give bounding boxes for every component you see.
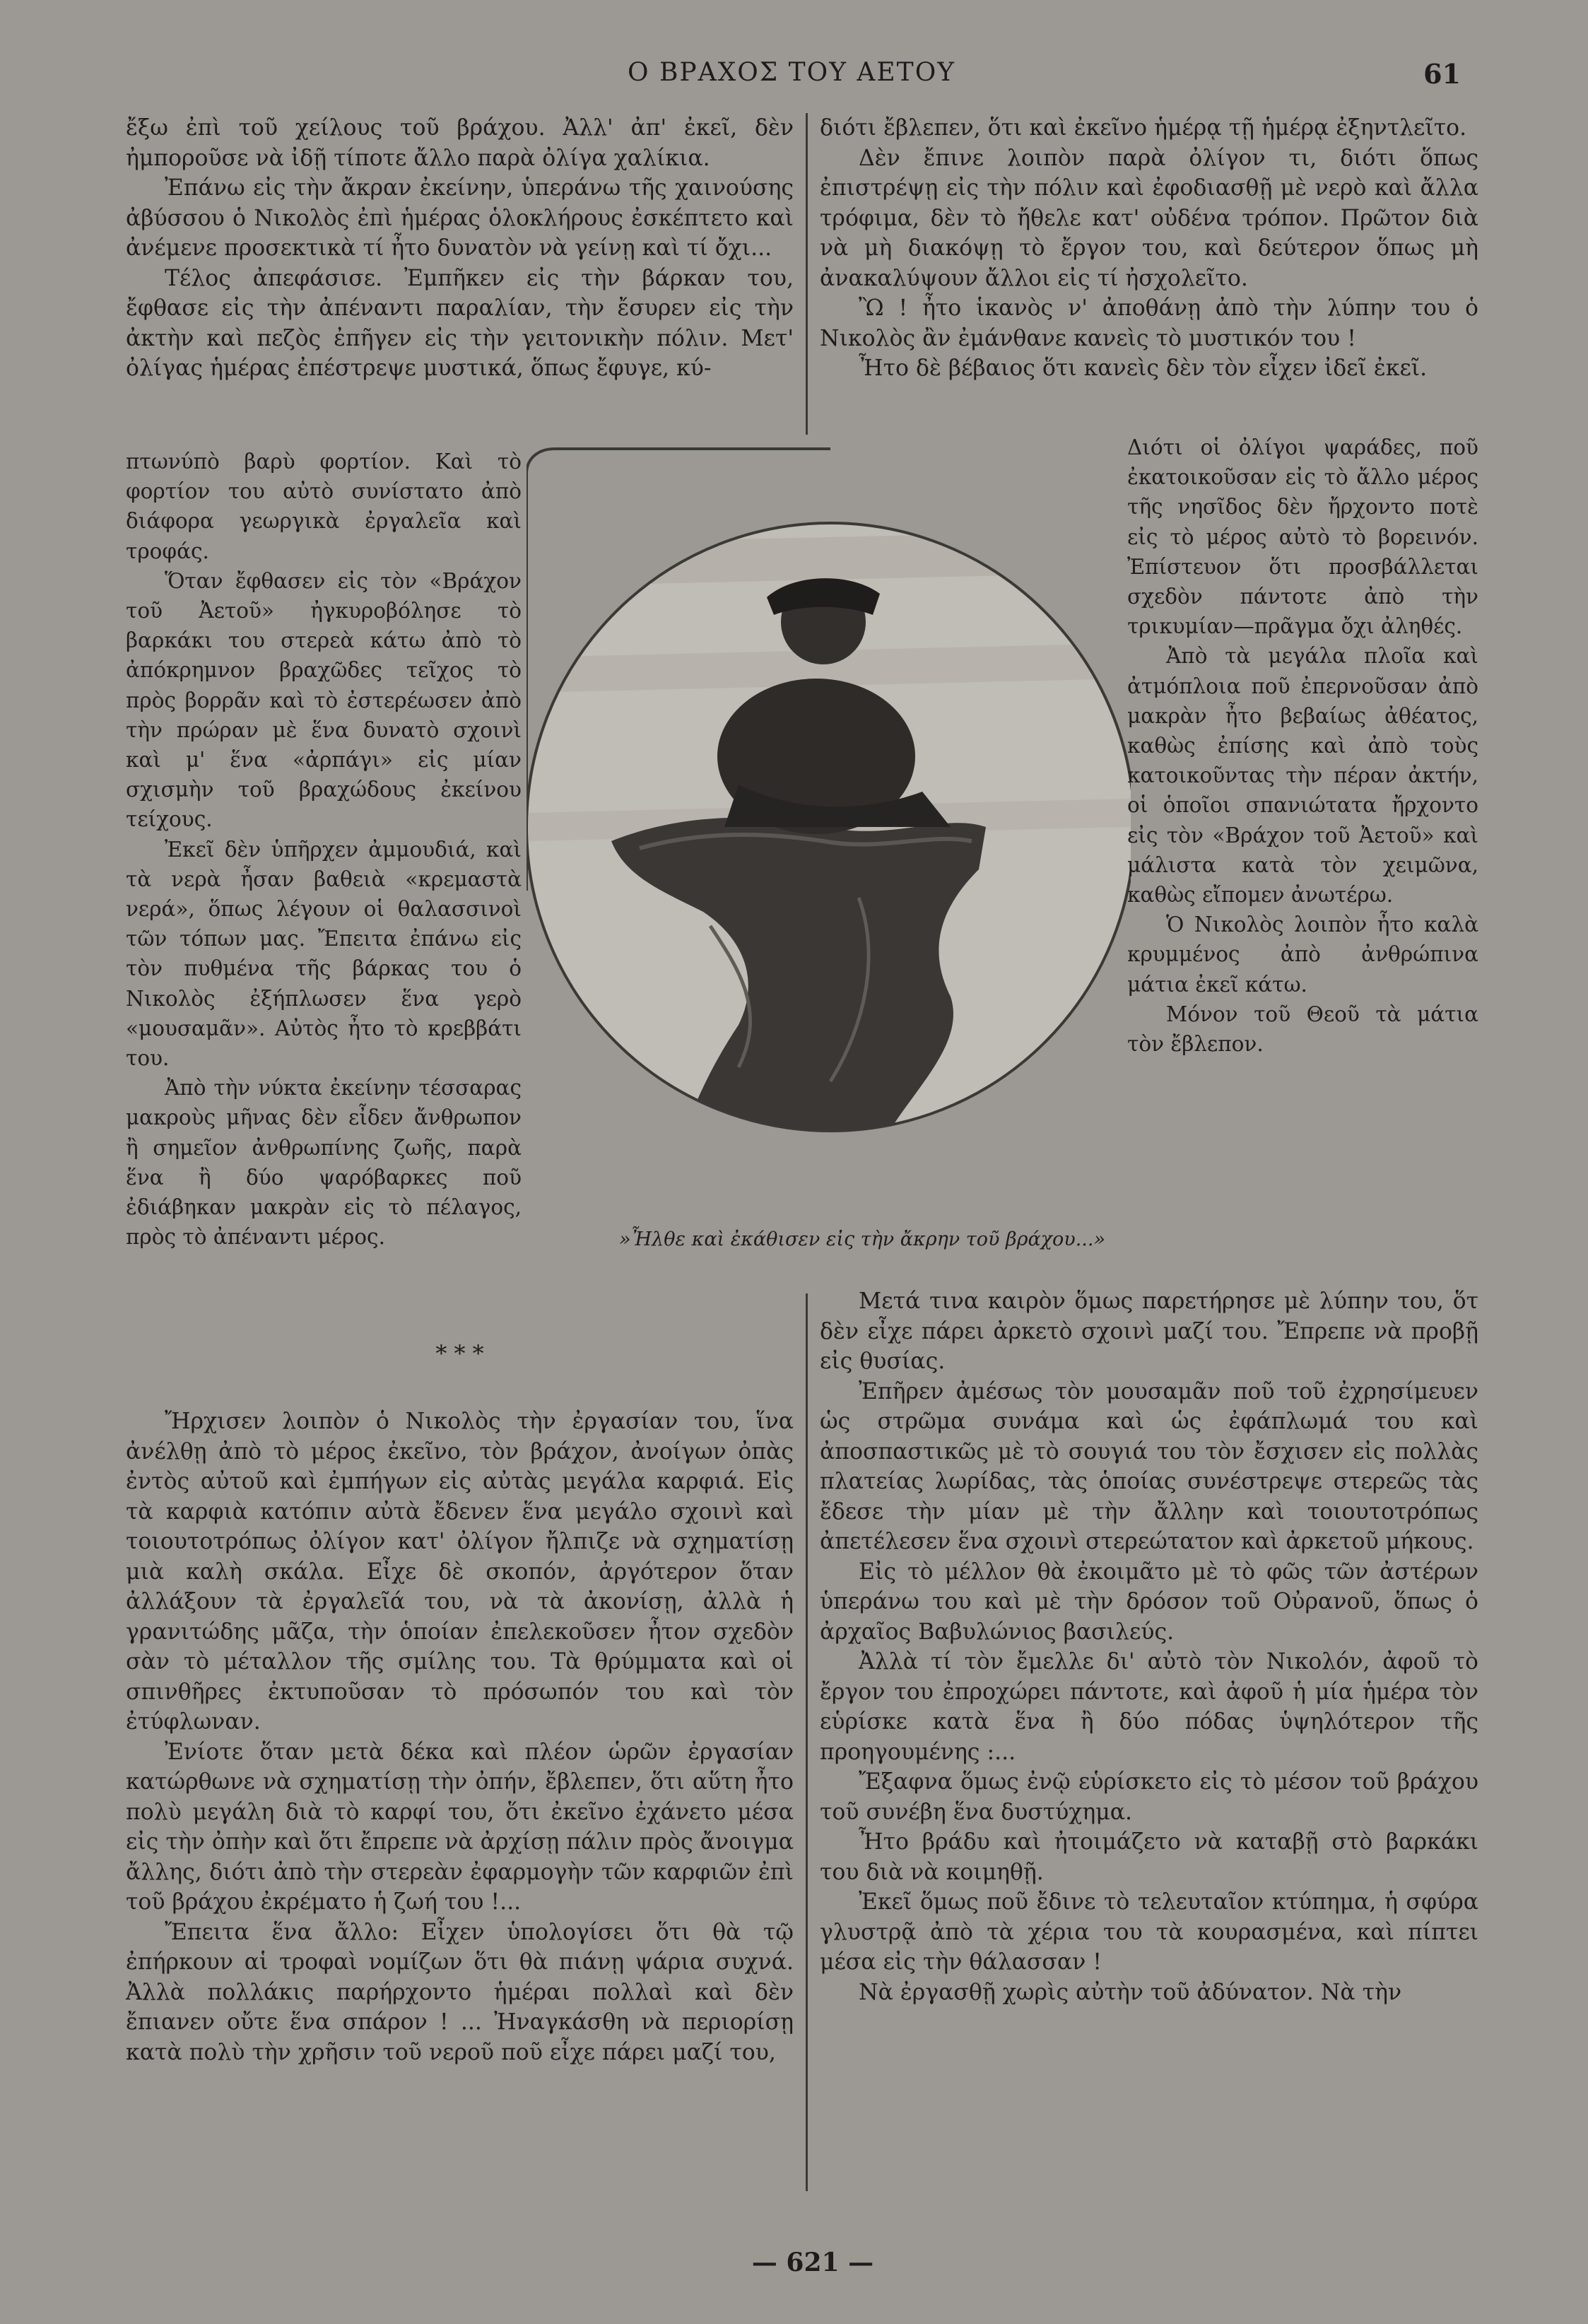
column-divider-bottom bbox=[806, 1293, 808, 2191]
running-head bbox=[0, 58, 1588, 100]
paragraph: Ἐπῆρεν ἀμέσως τὸν μουσαμᾶν ποῦ τοῦ ἐχρησίμευεν ὡς στρῶμα συνάμα καὶ ὡς ἐφάπλωμά του καὶ ἀποσπαστικῶς μὲ τὸ σουγιά του τὸν ἔσχισεν εἰς πολλὰς πλατείας λωρίδας, τὰς ὁποίας συνέστρεψε στερεῶς τὰς ἔδεσε τὴν μίαν μὲ τὴν ἄλλην καὶ τοιουτοτρόπως ἀπετέλεσεν ἕνα σχοινὶ στερεώτατον καὶ ἀρκετοῦ μήκους. bbox=[820, 1378, 1478, 1554]
paragraph: Ἦτο δὲ βέβαιος ὅτι κανεὶς δὲν τὸν εἶχεν ἰδεῖ ἐκεῖ. bbox=[859, 356, 1428, 381]
right-column-wrap bbox=[1127, 433, 1478, 1059]
illustration-caption: »Ἦλθε καὶ ἐκάθισεν εἰς τὴν ἄκρην τοῦ βράχου...» bbox=[619, 1228, 1105, 1250]
engraving-illustration bbox=[527, 445, 1131, 1191]
paragraph: Ἐπάνω εἰς τὴν ἄκραν ἐκείνην, ὑπεράνω τῆς χαινούσης ἀβύσσου ὁ Νικολὸς ἐπὶ ἡμέρας ὁλοκλήρους ἐσκέπτετο καὶ ἀνέμενε προσεκτικὰ τί ἦτο δυνατὸν νὰ γείνῃ καὶ τί ὄχι... bbox=[126, 175, 794, 261]
paragraph: Ὅταν ἔφθασεν εἰς τὸν «Βράχον τοῦ Ἀετοῦ» ἠγκυροβόλησε τὸ βαρκάκι του στερεὰ κάτω ἀπὸ τὸ ἀπόκρημνον βραχῶδες τεῖχος τὸ πρὸς βορρᾶν καὶ τὸ ἐστερέωσεν ἀπὸ τὴν πρώραν μὲ ἕνα δυνατὸ σχοινὶ καὶ μ' ἕνα «ἀρπάγι» εἰς μίαν σχισμὴν τοῦ βραχώδους ἐκείνου τείχους. bbox=[126, 568, 522, 832]
paragraph: Εἰς τὸ μέλλον θὰ ἐκοιμᾶτο μὲ τὸ φῶς τῶν ἀστέρων ὑπεράνω του καὶ μὲ τὴν δρόσον τοῦ Οὐρανοῦ, ὅπως ὁ ἀρχαῖος Βαβυλώνιος βασιλεύς. bbox=[820, 1559, 1478, 1645]
section-stars: * * * bbox=[435, 1340, 484, 1367]
paragraph: διότι ἔβλεπεν, ὅτι καὶ ἐκεῖνο ἡμέρᾳ τῇ ἡμέρᾳ ἐξηντλεῖτο. bbox=[820, 115, 1467, 141]
paragraph: Ἐκεῖ ὅμως ποῦ ἔδινε τὸ τελευταῖον κτύπημα, ἡ σφύρα γλυστρᾷ ἀπὸ τὰ χέρια του τὰ κουρασμένα, καὶ πίπτει μέσα εἰς τὴν θάλασσαν ! bbox=[820, 1889, 1478, 1975]
paragraph: Ἔπειτα ἕνα ἄλλο: Εἶχεν ὑπολογίσει ὅτι θὰ τῷ ἐπήρκουν αἱ τροφαὶ νομίζων ὅτι θὰ πιάνῃ ψάρια συχνά. Ἀλλὰ πολλάκις παρήρχοντο ἡμέραι πολλαὶ καὶ δὲν ἔπιανεν οὔτε ἕνα σπάρον ! ... Ἠναγκάσθη νὰ περιορίσῃ κατὰ πολὺ τὴν χρῆσιν τοῦ νεροῦ ποῦ εἶχε πάρει μαζί του, bbox=[126, 1919, 794, 2065]
paragraph: Ὢ ! ἦτο ἱκανὸς ν' ἀποθάνῃ ἀπὸ τὴν λύπην του ὁ Νικολὸς ἂν ἐμάνθανε κανεὶς τὸ μυστικόν του ! bbox=[820, 295, 1478, 351]
paragraph: Ἔξαφνα ὅμως ἐνῷ εὑρίσκετο εἰς τὸ μέσον τοῦ βράχου τοῦ συνέβη ἕνα δυστύχημα. bbox=[820, 1769, 1478, 1825]
paragraph: Ἦτο βράδυ καὶ ἠτοιμάζετο νὰ καταβῇ στὸ βαρκάκι του διὰ νὰ κοιμηθῇ. bbox=[820, 1829, 1478, 1885]
paragraph: Ἀπὸ τὴν νύκτα ἐκείνην τέσσαρας μακροὺς μῆνας δὲν εἶδεν ἄνθρωπον ἢ σημεῖον ἀνθρωπίνης ζωῆς, παρὰ ἕνα ἢ δύο ψαρόβαρκες ποῦ ἐδιάβηκαν μακρὰν εἰς τὸ πέλαγος, πρὸς τὸ ἀπέναντι μέρος. bbox=[126, 1076, 522, 1250]
right-column-top bbox=[820, 113, 1478, 384]
paragraph: Μετά τινα καιρὸν ὅμως παρετήρησε μὲ λύπην του, ὅτ δὲν εἶχε πάρει ἀρκετὸ σχοινὶ μαζί του. Ἔπρεπε νὰ προβῇ εἰς θυσίας. bbox=[820, 1289, 1478, 1374]
page-number: 61 bbox=[1423, 58, 1461, 90]
paragraph: πτωνύπὸ βαρὺ φορτίον. Καὶ τὸ φορτίον του αὐτὸ συνίστατο ἀπὸ διάφορα γεωργικὰ ἐργαλεῖα καὶ τροφάς. bbox=[126, 450, 522, 563]
running-title: Ο ΒΡΑΧΟΣ ΤΟΥ ΑΕΤΟΥ bbox=[628, 58, 955, 87]
paragraph: Μόνον τοῦ Θεοῦ τὰ μάτια τὸν ἔβλεπον. bbox=[1127, 1002, 1478, 1057]
paragraph: Δὲν ἔπινε λοιπὸν παρὰ ὀλίγον τι, διότι ὅπως ἐπιστρέψῃ εἰς τὴν πόλιν καὶ ἐφοδιασθῇ μὲ νερὸ καὶ ἄλλα τρόφιμα, δὲν τὸ ἤθελε κατ' οὐδένα τρόπον. Πρῶτον διὰ νὰ μὴ διακόψῃ τὸ ἔργον του, καὶ δεύτερον ὅπως μὴ ἀνακαλύψουν ἄλλοι εἰς τί ἠσχολεῖτο. bbox=[820, 145, 1478, 291]
paragraph: Ὁ Νικολὸς λοιπὸν ἦτο καλὰ κρυμμένος ἀπὸ ἀνθρώπινα μάτια ἐκεῖ κάτω. bbox=[1127, 912, 1478, 997]
footer-page-number: — 621 — bbox=[751, 2248, 874, 2277]
column-divider-top bbox=[806, 113, 808, 435]
paragraph: ἔξω ἐπὶ τοῦ χείλους τοῦ βράχου. Ἀλλ' ἀπ' ἐκεῖ, δὲν ἠμποροῦσε νὰ ἰδῇ τίποτε ἄλλο παρὰ ὀλίγα χαλίκια. bbox=[126, 115, 794, 171]
paragraph: Ἀλλὰ τί τὸν ἔμελλε δι' αὐτὸ τὸν Νικολόν, ἀφοῦ τὸ ἔργον του ἐπροχώρει πάντοτε, καὶ ἀφοῦ ἡ μία ἡμέρα τὸν εὑρίσκε κατὰ ἕνα ἢ δύο πόδας ὑψηλότερον τῆς προηγουμένης :... bbox=[820, 1649, 1478, 1765]
paragraph: Ἐκεῖ δὲν ὑπῆρχεν ἀμμουδιά, καὶ τὰ νερὰ ἦσαν βαθειὰ «κρεμαστὰ νερά», ὅπως λέγουν οἱ θαλασσινοὶ τῶν τόπων μας. Ἔπειτα ἐπάνω εἰς τὸν πυθμένα τῆς βάρκας του ὁ Νικολὸς ἐξήπλωσεν ἕνα γερὸ «μουσαμᾶν». Αὐτὸς ἦτο τὸ κρεββάτι του. bbox=[126, 837, 522, 1071]
paragraph: Ἐνίοτε ὅταν μετὰ δέκα καὶ πλέον ὡρῶν ἐργασίαν κατώρθωνε νὰ σχηματίσῃ τὴν ὀπήν, ἔβλεπεν, ὅτι αὕτη ἦτο πολὺ μεγάλη διὰ τὸ καρφί του, ὅτι ἐκεῖνο ἐχάνετο μέσα εἰς τὴν ὀπὴν καὶ ὅτι ἔπρεπε νὰ ἀρχίσῃ πάλιν πρὸς ἄνοιγμα ἄλλης, διότι ἀπὸ τὴν στερεὰν ἐφαρμογὴν τῶν καρφιῶν ἐπὶ τοῦ βράχου ἐκρέματο ἡ ζωή του !... bbox=[126, 1739, 794, 1915]
left-column-wrap bbox=[126, 447, 522, 1252]
paragraph: Ἤρχισεν λοιπὸν ὁ Νικολὸς τὴν ἐργασίαν του, ἵνα ἀνέλθῃ ἀπὸ τὸ μέρος ἐκεῖνο, τὸν βράχον, ἀνοίγων ὀπὰς ἐντὸς αὐτοῦ καὶ ἐμπήγων εἰς αὐτὰς μεγάλα καρφιά. Εἰς τὰ καρφιὰ κατόπιν αὐτὰ ἔδενεν ἕνα μεγάλο σχοινὶ καὶ τοιουτοτρόπως ὀλίγον κατ' ὀλίγον ἤλπιζε νὰ σχηματίσῃ μιὰ καλὴ σκάλα. Εἶχε δὲ σκοπόν, ἀργότερον ὅταν ἀλλάξουν τὰ ἐργαλεῖά του, νὰ τὰ ἀκονίσῃ, ἀλλὰ ἡ γρανιτώδης μᾶζα, τὴν ὁποίαν ἐπελεκοῦσεν ἦτον σχεδὸν σὰν τὸ μέταλλον τῆς σμίλης του. Τὰ θρύμματα καὶ οἱ σπινθῆρες ἐκτυποῦσαν τὸ πρόσωπόν του καὶ τὸν ἐτύφλωναν. bbox=[126, 1409, 794, 1735]
right-column-bottom bbox=[820, 1286, 1478, 2007]
paragraph: Διότι οἱ ὀλίγοι ψαράδες, ποῦ ἐκατοικοῦσαν εἰς τὸ ἄλλο μέρος τῆς νησῖδος δὲν ἤρχοντο ποτὲ εἰς τὸ μέρος αὐτὸ τὸ βορεινόν. Ἐπίστευον ὅτι προσβάλλεται σχεδὸν πάντοτε ἀπὸ τὴν τρικυμίαν—πρᾶγμα ὄχι ἀληθές. bbox=[1127, 435, 1478, 639]
left-column-lower bbox=[126, 1407, 794, 2067]
paragraph: Ἀπὸ τὰ μεγάλα πλοῖα καὶ ἀτμόπλοια ποῦ ἐπερνοῦσαν ἀπὸ μακρὰν ἦτο βεβαίως ἀθέατος, καθὼς ἐπίσης καὶ ἀπὸ τοὺς κατοικοῦντας τὴν πέραν ἀκτήν, οἱ ὁποῖοι σπανιώτατα ἤρχοντο εἰς τὸν «Βράχον τοῦ Ἀετοῦ» καὶ μάλιστα κατὰ τὸν χειμῶνα, καθὼς εἴπομεν ἀνωτέρω. bbox=[1127, 644, 1478, 908]
paragraph: Τέλος ἀπεφάσισε. Ἐμπῆκεν εἰς τὴν βάρκαν του, ἔφθασε εἰς τὴν ἀπέναντι παραλίαν, τὴν ἔσυρεν εἰς τὴν ἀκτὴν καὶ πεζὸς ἐπῆγεν εἰς τὴν γειτονικὴν πόλιν. Μετ' ὀλίγας ἡμέρας ἐπέστρεψε μυστικά, ὅπως ἔφυγε, κύ- bbox=[126, 265, 794, 381]
paragraph: Νὰ ἐργασθῇ χωρὶς αὐτὴν τοῦ ἀδύνατον. Νὰ τὴν bbox=[859, 1979, 1402, 2005]
left-column-top bbox=[126, 113, 794, 384]
